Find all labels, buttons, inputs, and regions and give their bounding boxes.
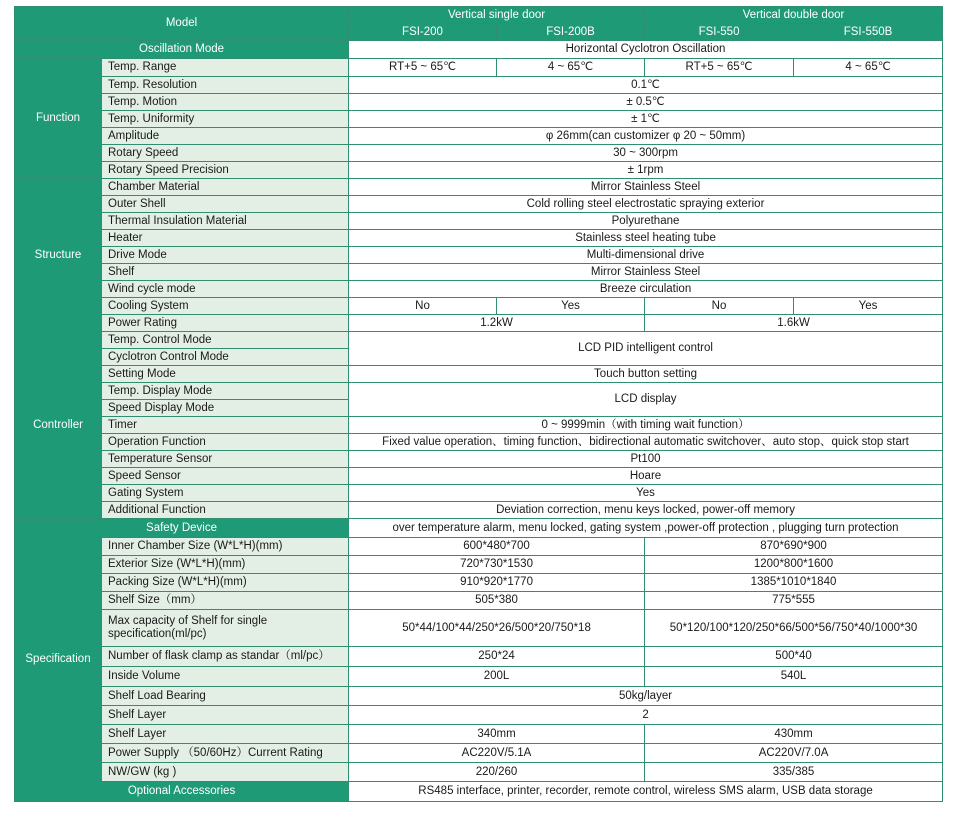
cell-value: Yes — [794, 298, 943, 315]
cell-value: 540L — [645, 667, 943, 687]
cell-value: AC220V/7.0A — [645, 744, 943, 763]
row-label: Operation Function — [102, 434, 349, 451]
row-label: Outer Shell — [102, 196, 349, 213]
cell-value: ± 1rpm — [349, 162, 943, 179]
row-label: Drive Mode — [102, 247, 349, 264]
row-label: Exterior Size (W*L*H)(mm) — [102, 556, 349, 574]
cell-value: 220/260 — [349, 763, 645, 782]
structure-group-label: Structure — [15, 179, 102, 332]
safety-device-value: over temperature alarm, menu locked, gating system ,power-off protection , plugging turn protection — [349, 519, 943, 538]
table-row — [15, 451, 943, 468]
controller-group-label: Controller — [15, 332, 102, 519]
row-label: Timer — [102, 417, 349, 434]
cell-value: 0.1℃ — [349, 77, 943, 94]
cell-value: 910*920*1770 — [349, 574, 645, 592]
cell-value: 4 ~ 65℃ — [794, 59, 943, 77]
table-row — [15, 145, 943, 162]
cell-value: Mirror Stainless Steel — [349, 179, 943, 196]
row-label: Rotary Speed Precision — [102, 162, 349, 179]
cell-value: Hoare — [349, 468, 943, 485]
row-label: Temp. Display Mode — [102, 383, 349, 400]
row-label: Cooling System — [102, 298, 349, 315]
cell-value: Fixed value operation、timing function、bidirectional automatic switchover、auto stop、quick stop start — [349, 434, 943, 451]
cell-value: 335/385 — [645, 763, 943, 782]
table-row — [15, 647, 943, 667]
model-fsi-550: FSI-550 — [645, 24, 794, 41]
model-header: Model — [15, 7, 349, 41]
cell-value: RT+5 ~ 65℃ — [349, 59, 497, 77]
table-row — [15, 366, 943, 383]
row-label: Packing Size (W*L*H)(mm) — [102, 574, 349, 592]
row-label: Inside Volume — [102, 667, 349, 687]
cell-value: Yes — [349, 485, 943, 502]
function-group-label: Function — [15, 59, 102, 179]
row-label: Power Supply （50/60Hz）Current Rating — [102, 744, 349, 763]
table-row — [15, 468, 943, 485]
table-row — [15, 538, 943, 556]
row-label: Power Rating — [102, 315, 349, 332]
table-row — [15, 213, 943, 230]
row-label: Temp. Motion — [102, 94, 349, 111]
cell-value: Stainless steel heating tube — [349, 230, 943, 247]
table-row — [15, 59, 943, 77]
cell-value: Cold rolling steel electrostatic spraying exterior — [349, 196, 943, 213]
row-label: Additional Function — [102, 502, 349, 519]
table-row — [15, 485, 943, 502]
cell-value: ± 0.5℃ — [349, 94, 943, 111]
cell-value: RT+5 ~ 65℃ — [645, 59, 794, 77]
cell-value: LCD PID intelligent control — [349, 332, 943, 366]
cell-value: 500*40 — [645, 647, 943, 667]
cell-value: No — [645, 298, 794, 315]
row-label: Cyclotron Control Mode — [102, 349, 349, 366]
cell-value: 200L — [349, 667, 645, 687]
cell-value: Touch button setting — [349, 366, 943, 383]
model-fsi-550b: FSI-550B — [794, 24, 943, 41]
table-row — [15, 502, 943, 519]
cell-value: 30 ~ 300rpm — [349, 145, 943, 162]
cell-value: 1.6kW — [645, 315, 943, 332]
cell-value: Pt100 — [349, 451, 943, 468]
row-label: Gating System — [102, 485, 349, 502]
table-row — [15, 179, 943, 196]
table-row — [15, 94, 943, 111]
row-label: Temp. Uniformity — [102, 111, 349, 128]
row-label: Shelf — [102, 264, 349, 281]
cell-value: No — [349, 298, 497, 315]
table-row — [15, 281, 943, 298]
safety-device-label: Safety Device — [15, 519, 349, 538]
cell-value: 340mm — [349, 725, 645, 744]
cell-value: ± 1℃ — [349, 111, 943, 128]
row-label: Rotary Speed — [102, 145, 349, 162]
table-row — [15, 610, 943, 647]
cell-value: 430mm — [645, 725, 943, 744]
table-row — [15, 162, 943, 179]
cell-value: Deviation correction, menu keys locked, power-off memory — [349, 502, 943, 519]
model-fsi-200: FSI-200 — [349, 24, 497, 41]
row-label: Number of flask clamp as standar（ml/pc） — [102, 647, 349, 667]
table-row — [15, 763, 943, 782]
cell-value: Polyurethane — [349, 213, 943, 230]
header-row — [15, 7, 943, 24]
row-label: Temp. Control Mode — [102, 332, 349, 349]
cell-value: 50*120/100*120/250*66/500*56/750*40/1000*30 — [645, 610, 943, 647]
row-label: Chamber Material — [102, 179, 349, 196]
cell-value: 1385*1010*1840 — [645, 574, 943, 592]
table-row — [15, 744, 943, 763]
cell-value: 775*555 — [645, 592, 943, 610]
table-row — [15, 264, 943, 281]
cell-value: φ 26mm(can customizer φ 20 ~ 50mm) — [349, 128, 943, 145]
table-row — [15, 417, 943, 434]
cell-value: 50kg/layer — [349, 687, 943, 706]
cell-value: AC220V/5.1A — [349, 744, 645, 763]
table-row — [15, 128, 943, 145]
cell-value: Mirror Stainless Steel — [349, 264, 943, 281]
cell-value: Yes — [497, 298, 645, 315]
cell-value: 870*690*900 — [645, 538, 943, 556]
row-label: Shelf Layer — [102, 725, 349, 744]
row-label: Amplitude — [102, 128, 349, 145]
cell-value: 0 ~ 9999min（with timing wait function） — [349, 417, 943, 434]
row-label: Heater — [102, 230, 349, 247]
oscillation-mode-label: Oscillation Mode — [15, 41, 349, 59]
table-row — [15, 574, 943, 592]
cell-value: 250*24 — [349, 647, 645, 667]
vertical-double-header: Vertical double door — [645, 7, 943, 24]
specification-group-label: Specification — [15, 538, 102, 782]
row-label: Thermal Insulation Material — [102, 213, 349, 230]
table-row — [15, 332, 943, 349]
row-label: Max capacity of Shelf for single specification(ml/pc) — [102, 610, 349, 647]
table-row — [15, 383, 943, 400]
cell-value: 4 ~ 65℃ — [497, 59, 645, 77]
cell-value: Breeze circulation — [349, 281, 943, 298]
table-row — [15, 687, 943, 706]
table-row — [15, 519, 943, 538]
vertical-single-header: Vertical single door — [349, 7, 645, 24]
table-row — [15, 315, 943, 332]
table-row — [15, 556, 943, 574]
table-row — [15, 667, 943, 687]
cell-value: 2 — [349, 706, 943, 725]
row-label: Wind cycle mode — [102, 281, 349, 298]
table-row — [15, 592, 943, 610]
row-label: Inner Chamber Size (W*L*H)(mm) — [102, 538, 349, 556]
table-row — [15, 706, 943, 725]
cell-value: 505*380 — [349, 592, 645, 610]
table-row — [15, 77, 943, 94]
oscillation-mode-value: Horizontal Cyclotron Oscillation — [349, 41, 943, 59]
row-label: Shelf Size（mm） — [102, 592, 349, 610]
row-label: Temp. Resolution — [102, 77, 349, 94]
table-row — [15, 196, 943, 213]
cell-value: Multi-dimensional drive — [349, 247, 943, 264]
table-row — [15, 41, 943, 59]
model-fsi-200b: FSI-200B — [497, 24, 645, 41]
row-label: Shelf Load Bearing — [102, 687, 349, 706]
optional-accessories-value: RS485 interface, printer, recorder, remote control, wireless SMS alarm, USB data storage — [349, 782, 943, 802]
table-row — [15, 725, 943, 744]
cell-value: LCD display — [349, 383, 943, 417]
row-label: Speed Display Mode — [102, 400, 349, 417]
row-label: Setting Mode — [102, 366, 349, 383]
cell-value: 50*44/100*44/250*26/500*20/750*18 — [349, 610, 645, 647]
row-label: Temp. Range — [102, 59, 349, 77]
cell-value: 600*480*700 — [349, 538, 645, 556]
row-label: Speed Sensor — [102, 468, 349, 485]
table-row — [15, 782, 943, 802]
spec-table — [14, 6, 943, 802]
optional-accessories-label: Optional Accessories — [15, 782, 349, 802]
row-label: NW/GW (kg ) — [102, 763, 349, 782]
cell-value: 1.2kW — [349, 315, 645, 332]
table-row — [15, 434, 943, 451]
row-label: Shelf Layer — [102, 706, 349, 725]
table-row — [15, 298, 943, 315]
row-label: Temperature Sensor — [102, 451, 349, 468]
table-row — [15, 247, 943, 264]
cell-value: 1200*800*1600 — [645, 556, 943, 574]
table-row — [15, 230, 943, 247]
table-row — [15, 111, 943, 128]
cell-value: 720*730*1530 — [349, 556, 645, 574]
